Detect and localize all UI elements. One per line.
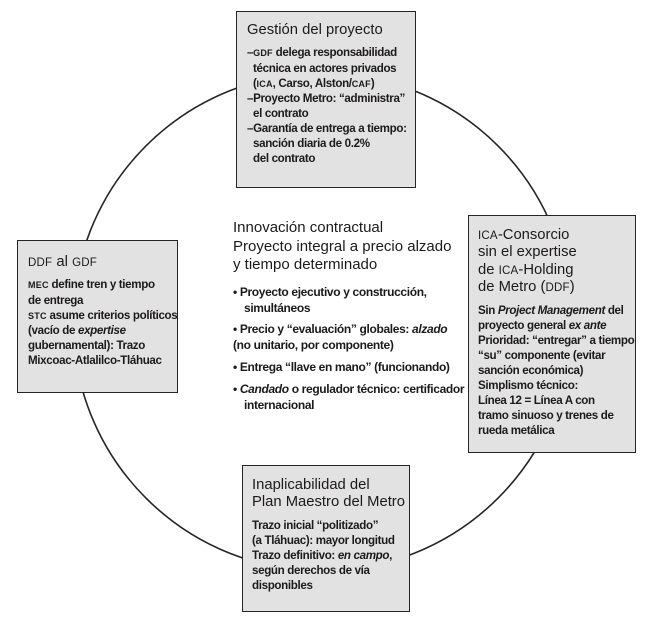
text-segment: ) — [370, 76, 375, 90]
italic-text: ex ante — [568, 318, 607, 332]
text-segment: según derechos de vía — [252, 564, 370, 578]
text-segment: -Holding — [518, 261, 574, 278]
paragraph — [233, 382, 485, 414]
text-segment: Prioridad: “entregar” a tiempo — [478, 333, 635, 347]
text-segment: del — [604, 303, 624, 317]
text-segment: asume criterios políticos — [46, 308, 178, 322]
box-gestion-del-proyecto — [236, 11, 416, 188]
text-segment: simultáneos — [244, 300, 311, 315]
text-segment: (a Tláhuac): mayor longitud — [252, 533, 395, 547]
text-segment: y tiempo determinado — [233, 256, 378, 274]
text-segment: • Precio y “evaluación” globales: — [233, 322, 413, 337]
text-segment: -Consorcio — [497, 227, 570, 243]
text-segment: –Proyecto Metro: “administra” — [247, 91, 405, 105]
text-segment: de — [478, 261, 499, 278]
text-segment: sanción económica) — [478, 364, 584, 378]
text-segment: Trazo inicial “politizado” — [252, 518, 379, 532]
small-caps-text: DDF — [28, 257, 53, 269]
small-caps-text: MEC — [28, 280, 49, 291]
small-caps-text: ICA — [498, 264, 519, 277]
text-segment: , — [389, 549, 393, 563]
text-segment: Mixcoac-Atlalilco-Tláhuac — [28, 353, 162, 367]
box-body-ica-consorcio — [478, 303, 635, 439]
paragraph — [252, 518, 403, 593]
text-segment: disponibles — [252, 579, 313, 593]
small-caps-text: DDF — [545, 282, 570, 295]
italic-text: Candado — [239, 381, 289, 396]
italic-text: alzado — [412, 322, 448, 337]
text-segment: sanción diaria de 0.2% — [253, 136, 370, 150]
text-segment: ( — [253, 76, 257, 90]
text-segment: delega responsabilidad — [272, 46, 397, 60]
text-segment: Innovación contractual — [233, 219, 384, 236]
small-caps-text: ICA — [256, 78, 273, 89]
box-body-inaplicabilidad — [252, 518, 403, 593]
text-segment: Sin — [478, 303, 498, 317]
box-inaplicabilidad-plan-maestro — [242, 465, 410, 612]
italic-text: Project Management — [497, 303, 605, 317]
paragraph — [233, 360, 485, 376]
paragraph — [233, 285, 485, 317]
small-caps-text: CAF — [351, 78, 371, 89]
text-segment: • — [233, 381, 240, 396]
box-title-gestion — [247, 22, 407, 39]
text-segment: – — [247, 46, 254, 60]
box-ddf-al-gdf — [17, 240, 178, 393]
italic-text: en campo — [337, 549, 390, 563]
text-segment: técnica en actores privados — [253, 61, 397, 75]
text-segment: de entrega — [28, 293, 84, 307]
text-segment: Línea 12 = Línea A con — [478, 394, 595, 408]
text-segment: “su” componente (evitar — [478, 349, 606, 362]
text-segment: Proyecto integral a precio alzado — [233, 237, 452, 255]
text-segment: Simplismo técnico: — [478, 379, 578, 393]
text-segment: tramo sinuoso y trenes de — [478, 409, 614, 423]
box-title-inaplicabilidad — [252, 477, 403, 512]
text-segment: proyecto general — [478, 318, 569, 332]
box-body-ddf-al-gdf — [28, 277, 178, 367]
text-segment: sin el expertise — [478, 244, 577, 261]
text-segment: el contrato — [253, 106, 309, 120]
text-segment: Gestión del proyecto — [247, 22, 383, 38]
text-segment: , Carso, Alston/ — [272, 76, 352, 90]
italic-text: expertise — [77, 323, 126, 337]
paragraph — [233, 322, 485, 354]
center-bullet-list — [233, 285, 485, 414]
text-segment: Inaplicabilidad del — [252, 477, 370, 493]
text-segment: del contrato — [253, 151, 316, 165]
text-segment: ) — [569, 279, 575, 296]
small-caps-text: GDF — [253, 48, 273, 59]
text-segment: define tren y tiempo — [48, 278, 155, 292]
text-segment: internacional — [244, 397, 315, 412]
text-segment: (no unitario, por componente) — [233, 338, 394, 353]
text-segment: • Proyecto ejecutivo y construcción, — [233, 284, 427, 299]
center-text-block — [233, 219, 485, 420]
box-title-ica-consorcio — [478, 227, 629, 297]
box-title-ddf-al-gdf — [28, 254, 172, 271]
text-segment: al — [52, 254, 73, 270]
paragraph — [247, 45, 407, 90]
text-segment: o regulador técnico: certificador — [288, 381, 465, 396]
text-segment: rueda metálica — [478, 424, 555, 438]
box-body-gestion — [247, 45, 407, 166]
paragraph — [247, 91, 407, 121]
box-ica-consorcio — [468, 215, 636, 453]
center-title — [233, 219, 485, 275]
text-segment: • Entrega “llave en mano” (funcionando) — [233, 360, 450, 375]
paragraph — [247, 121, 407, 166]
small-caps-text: GDF — [72, 257, 98, 269]
text-segment: Trazo definitivo: — [252, 549, 338, 563]
text-segment: Plan Maestro del Metro — [252, 494, 405, 511]
text-segment: (vacío de — [28, 323, 78, 337]
small-caps-text: STC — [28, 310, 47, 321]
text-segment: de Metro ( — [478, 279, 546, 296]
paragraph — [478, 303, 635, 439]
text-segment: –Garantía de entrega a tiempo: — [247, 121, 407, 135]
text-segment: gubernamental): Trazo — [28, 338, 145, 352]
small-caps-text: ICA — [478, 230, 498, 242]
paragraph — [28, 277, 178, 367]
